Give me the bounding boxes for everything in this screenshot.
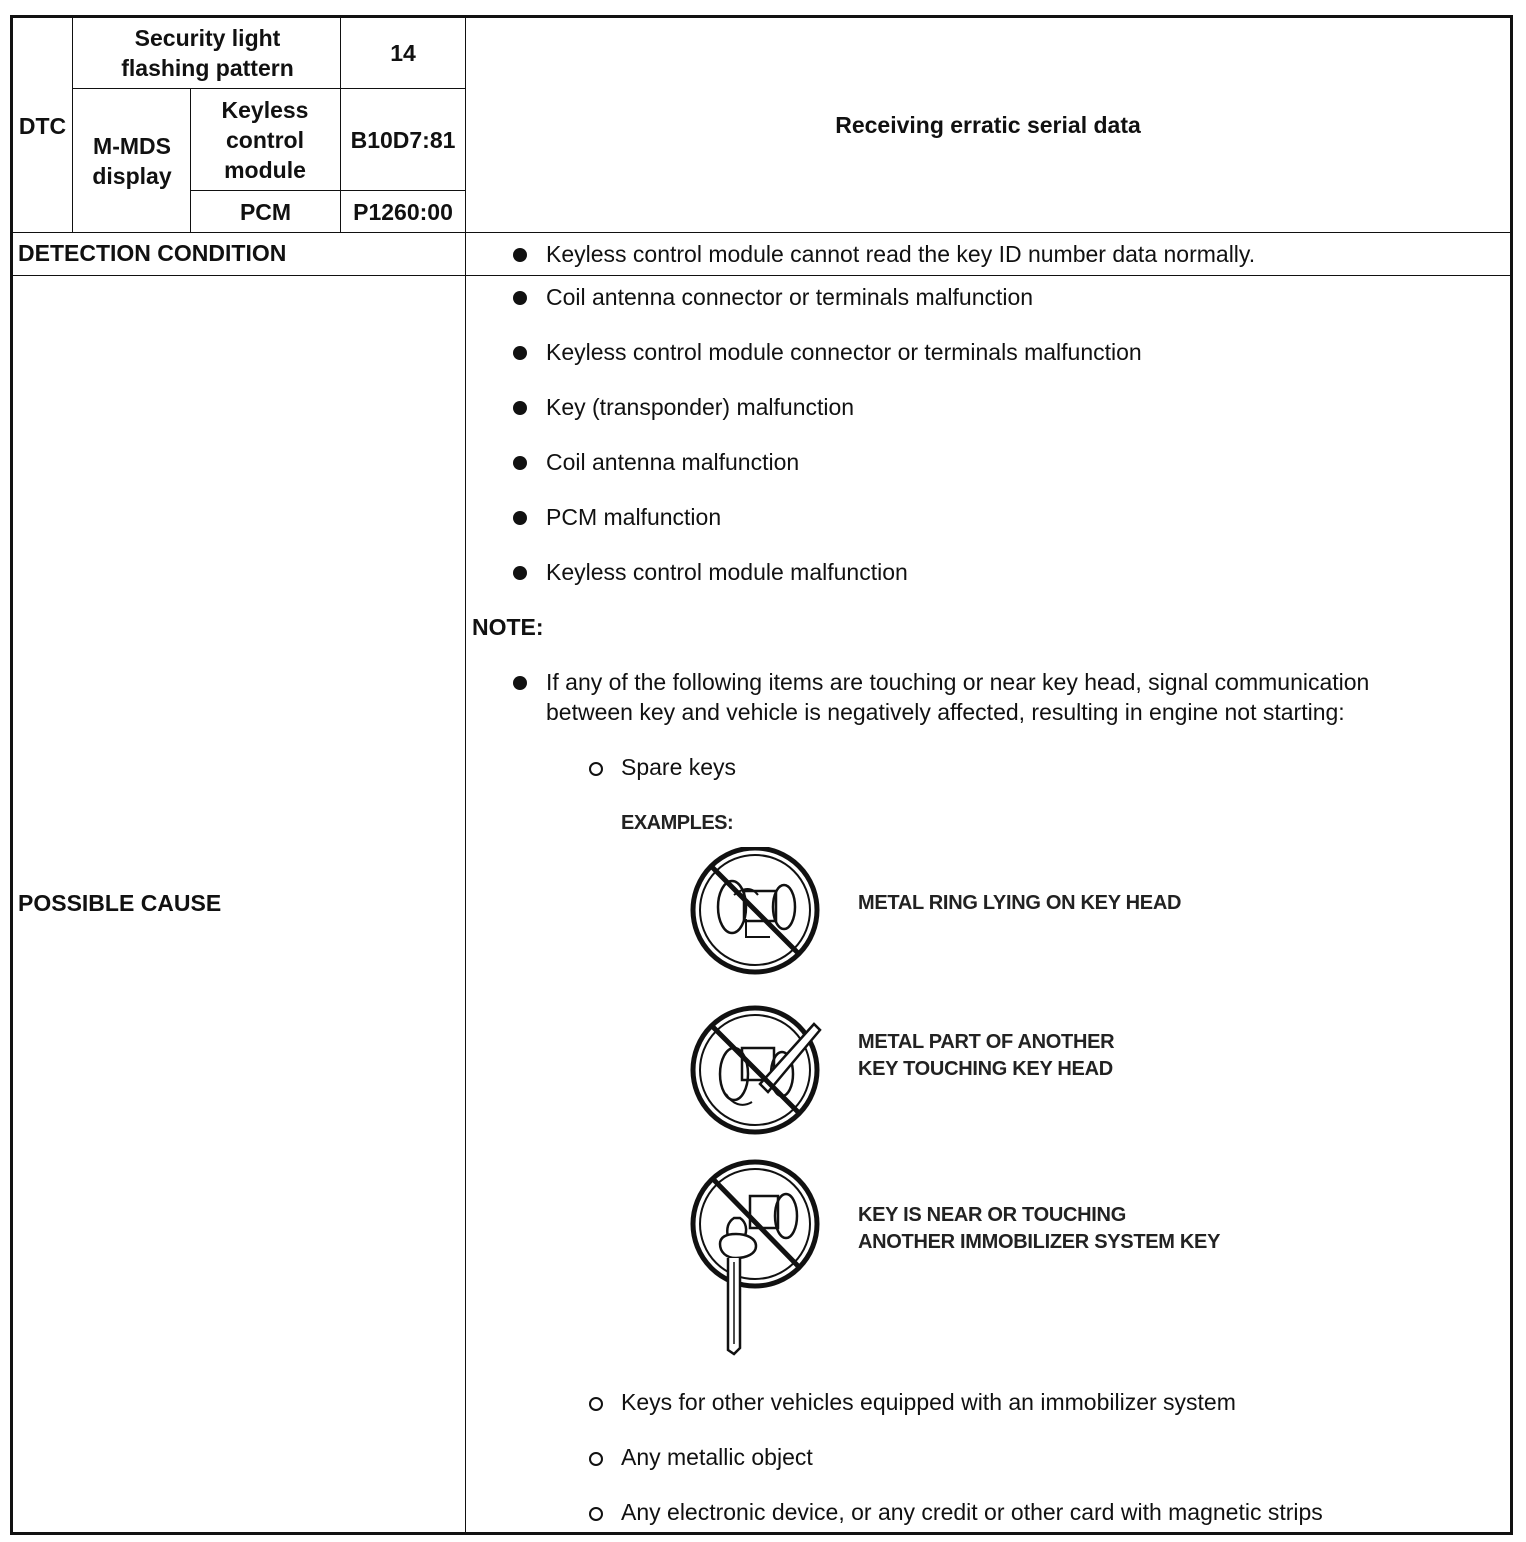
bullet-icon bbox=[513, 566, 527, 580]
bullet-icon bbox=[513, 676, 527, 690]
sub-item: Any electronic device, or any credit or other card with magnetic strips bbox=[621, 1499, 1323, 1525]
examples-label: EXAMPLES: bbox=[621, 812, 734, 834]
security-light-label: Security light flashing pattern bbox=[121, 25, 294, 81]
mmds-label: M-MDS display bbox=[92, 133, 172, 189]
cause-item: Key (transponder) malfunction bbox=[546, 394, 855, 420]
cause-item: Coil antenna connector or terminals malfunction bbox=[546, 284, 1034, 310]
keyless-module-code: B10D7:81 bbox=[350, 126, 456, 153]
sub-item: Spare keys bbox=[621, 754, 737, 780]
hollow-bullet-icon bbox=[589, 762, 603, 776]
example-caption-line: ANOTHER IMMOBILIZER SYSTEM KEY bbox=[858, 1231, 1221, 1253]
no-metal-ring-icon bbox=[686, 847, 826, 977]
bullet-icon bbox=[513, 456, 527, 470]
sub-item: Keys for other vehicles equipped with an immobilizer system bbox=[621, 1389, 1236, 1415]
note-label: NOTE: bbox=[472, 614, 544, 640]
dtc-label: DTC bbox=[18, 112, 67, 139]
hollow-bullet-icon bbox=[589, 1452, 603, 1466]
no-metal-key-part-icon bbox=[686, 1004, 826, 1136]
example-caption bbox=[858, 890, 1181, 917]
bullet-icon bbox=[513, 511, 527, 525]
grid-line bbox=[465, 15, 466, 1533]
hollow-bullet-icon bbox=[589, 1507, 603, 1521]
sub-item: Any metallic object bbox=[621, 1444, 813, 1470]
security-light-value: 14 bbox=[390, 40, 416, 66]
pcm-label: PCM bbox=[239, 198, 292, 225]
note-text-line1: If any of the following items are touching or near key head, signal communication bbox=[546, 669, 1370, 695]
detection-condition-text: Keyless control module cannot read the key ID number data normally. bbox=[546, 241, 1256, 267]
example-caption bbox=[858, 1029, 1114, 1083]
keyless-module-label: Keyless control module bbox=[221, 96, 309, 183]
grid-line bbox=[10, 275, 1513, 276]
example-caption bbox=[858, 1202, 1220, 1256]
example-caption-line: METAL RING LYING ON KEY HEAD bbox=[858, 892, 1182, 914]
bullet-icon bbox=[513, 291, 527, 305]
cause-item: Keyless control module connector or terminals malfunction bbox=[546, 339, 1142, 365]
example-caption-line: KEY IS NEAR OR TOUCHING bbox=[858, 1204, 1126, 1226]
grid-line bbox=[10, 232, 1513, 233]
bullet-icon bbox=[513, 346, 527, 360]
cause-item: Coil antenna malfunction bbox=[546, 449, 800, 475]
grid-line bbox=[72, 15, 73, 233]
cause-item: PCM malfunction bbox=[546, 504, 722, 530]
detection-condition-label: DETECTION CONDITION bbox=[18, 240, 287, 266]
hollow-bullet-icon bbox=[589, 1397, 603, 1411]
dtc-description: Receiving erratic serial data bbox=[835, 112, 1141, 138]
example-caption-line: METAL PART OF ANOTHER bbox=[858, 1031, 1115, 1053]
cause-item: Keyless control module malfunction bbox=[546, 559, 908, 585]
bullet-icon bbox=[513, 248, 527, 262]
note-text-line2: between key and vehicle is negatively affected, resulting in engine not starting: bbox=[546, 699, 1345, 725]
no-immobilizer-key-icon bbox=[686, 1158, 826, 1358]
possible-cause-label: POSSIBLE CAUSE bbox=[18, 890, 222, 916]
pcm-code: P1260:00 bbox=[353, 198, 453, 225]
example-caption-line: KEY TOUCHING KEY HEAD bbox=[858, 1058, 1113, 1080]
bullet-icon bbox=[513, 401, 527, 415]
